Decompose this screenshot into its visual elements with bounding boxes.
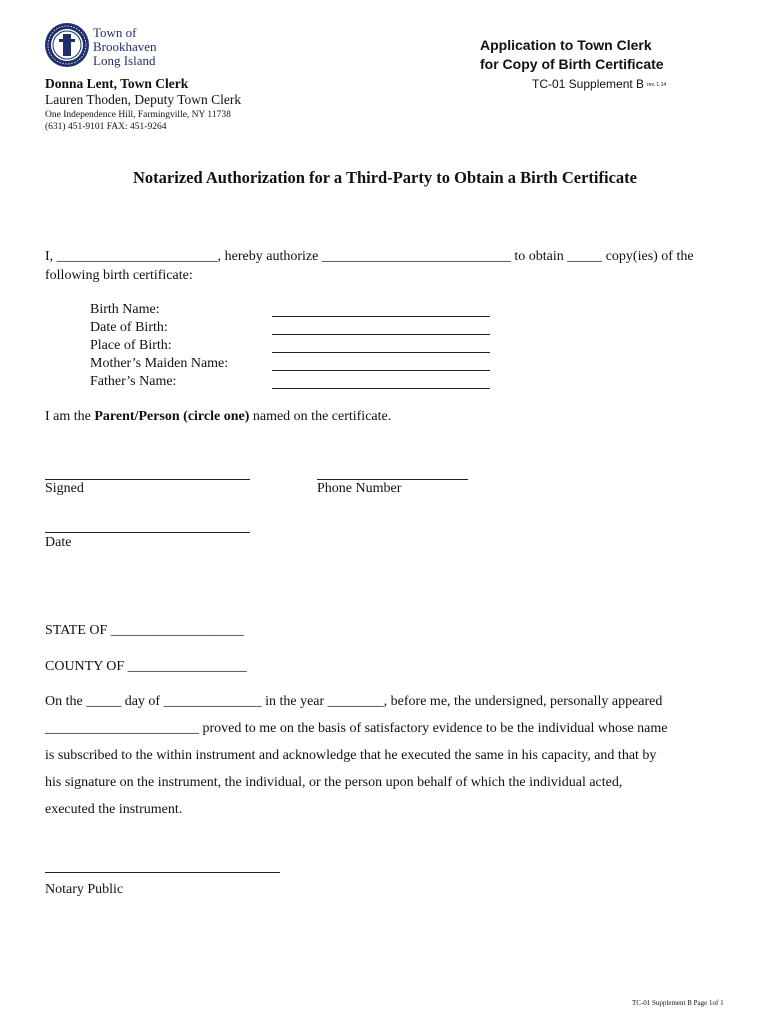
document-title: Notarized Authorization for a Third-Party to Obtain a Birth Certificate [133, 168, 637, 187]
form-number [532, 77, 666, 91]
relation-choice: Parent/Person (circle one) [94, 409, 250, 424]
field-blank[interactable] [272, 320, 490, 335]
relation-suffix: named on the certificate. [249, 409, 392, 424]
field-row [90, 338, 172, 356]
field-label: Birth Name: [90, 302, 160, 317]
page-footer: TC-01 Supplement B Page 1of 1 [632, 999, 724, 1007]
field-blank[interactable] [272, 356, 490, 371]
notary-statement-line: executed the instrument. [45, 802, 183, 817]
signed-label: Signed [45, 481, 84, 496]
form-number-text: TC-01 Supplement B [532, 77, 645, 91]
notary-statement-line: ______________________ proved to me on the basis of satisfactory evidence to be the individual whose name [45, 721, 668, 736]
address: One Independence Hill, Farmingville, NY 11738 [45, 110, 231, 120]
field-row [90, 302, 160, 320]
field-row [90, 320, 168, 338]
contact-block [45, 109, 231, 133]
deputy-clerk-name: Lauren Thoden, Deputy Town Clerk [45, 92, 242, 107]
field-row [90, 356, 228, 374]
town-name-line: Town of [93, 25, 137, 40]
field-label: Father’s Name: [90, 374, 177, 389]
relation-prefix: I am the [45, 409, 95, 424]
revision-label: rev. 1.14 [647, 81, 667, 88]
field-label: Place of Birth: [90, 338, 172, 353]
field-blank[interactable] [272, 374, 490, 389]
notary-statement-line: On the _____ day of ______________ in the year ________, before me, the undersigned, personally appeared [45, 694, 663, 709]
county-of-line: COUNTY OF _________________ [45, 659, 247, 674]
town-name [93, 26, 157, 68]
application-title [480, 36, 664, 74]
signature-line[interactable] [45, 478, 250, 480]
field-blank[interactable] [272, 338, 490, 353]
application-title-line: Application to Town Clerk [480, 37, 652, 53]
town-seal-icon [44, 22, 90, 68]
field-label: Date of Birth: [90, 320, 168, 335]
field-blank[interactable] [272, 302, 490, 317]
phone-number-label: Phone Number [317, 481, 402, 496]
town-name-line: Brookhaven [93, 39, 157, 54]
town-name-line: Long Island [93, 53, 156, 68]
field-row [90, 374, 176, 392]
authorization-paragraph: I, _______________________, hereby authorize ___________________________ to obtain _____ copy(ies) of the following birth certificate: [45, 249, 694, 283]
date-line[interactable] [45, 531, 250, 533]
state-of-line: STATE OF ___________________ [45, 623, 244, 638]
notary-statement-line: is subscribed to the within instrument and acknowledge that he executed the same in his capacity, and that by [45, 748, 657, 763]
notary-statement-line: his signature on the instrument, the individual, or the person upon behalf of which the individual acted, [45, 775, 623, 790]
phone-number-line[interactable] [317, 478, 468, 480]
application-title-line: for Copy of Birth Certificate [480, 56, 664, 72]
field-label: Mother’s Maiden Name: [90, 356, 229, 371]
phone-fax: (631) 451-9101 FAX: 451-9264 [45, 122, 167, 132]
town-clerk-name: Donna Lent, Town Clerk [45, 76, 189, 91]
relation-statement [45, 409, 391, 425]
date-label: Date [45, 535, 72, 550]
notary-public-label: Notary Public [45, 882, 124, 897]
notary-signature-line[interactable] [45, 871, 280, 873]
